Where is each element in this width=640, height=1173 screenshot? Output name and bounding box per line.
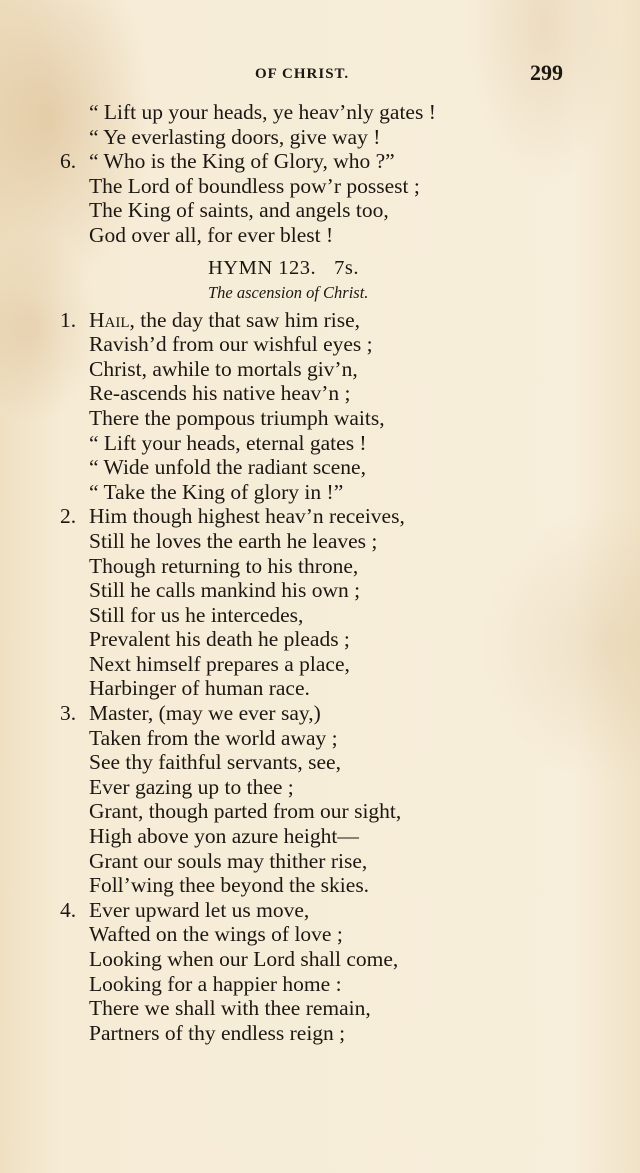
- hymn-subtitle: The ascension of Christ.: [208, 282, 369, 302]
- verse-number: 3.: [60, 701, 77, 726]
- verse-line: Ravish’d from our wishful eyes ;: [89, 332, 373, 357]
- verse-line: “ Lift up your heads, ye heav’nly gates !: [89, 100, 436, 124]
- verse-line: “ Wide unfold the radiant scene,: [89, 455, 366, 480]
- verse-line: Still for us he intercedes,: [89, 602, 304, 627]
- verse-line: Re-ascends his native heav’n ;: [89, 381, 351, 406]
- verse-line-text: Him though highest heav’n receives,: [89, 504, 405, 529]
- verse-first-line: [60, 701, 510, 726]
- verse-number: 1.: [60, 307, 77, 332]
- hymn-number: HYMN 123.: [208, 256, 317, 279]
- verse-line: Harbinger of human race.: [89, 676, 310, 701]
- verse-number: 2.: [60, 504, 77, 529]
- hymn-title: [60, 254, 510, 282]
- page-header: [0, 58, 640, 88]
- verse-line: Looking for a happier home :: [89, 971, 342, 996]
- verse-line: Foll’wing thee beyond the skies.: [89, 873, 370, 898]
- verse-number: 4.: [60, 897, 77, 922]
- verse-first-word: Hail,: [89, 307, 135, 332]
- verse-first-line: [60, 149, 510, 174]
- verse-line: God over all, for ever blest !: [89, 222, 334, 247]
- verse-line: The Lord of boundless pow’r possest ;: [89, 173, 420, 198]
- verse-line: There the pompous triumph waits,: [89, 405, 385, 430]
- verse-line-text: Ever upward let us move,: [89, 897, 310, 922]
- verse-line: “ Take the King of glory in !”: [89, 479, 344, 504]
- verse-line: High above yon azure height—: [89, 824, 359, 849]
- verse-line-text: the day that saw him rise,: [134, 307, 361, 332]
- verse-first-line: [60, 898, 510, 923]
- verse-first-line: [60, 308, 510, 333]
- verse-line: “ Ye everlasting doors, give way !: [89, 124, 381, 149]
- verse-line-text: Master, (may we ever say,): [89, 701, 321, 726]
- verse-first-line: [60, 504, 510, 529]
- verse-line: The King of saints, and angels too,: [89, 198, 389, 223]
- verse-line: Partners of thy endless reign ;: [89, 1020, 346, 1045]
- verse-line: Ever gazing up to thee ;: [89, 774, 294, 799]
- page-content: [60, 100, 510, 1045]
- verse-line: “ Lift your heads, eternal gates !: [89, 430, 367, 455]
- verse-number: 6.: [60, 149, 77, 174]
- verse-line: Next himself prepares a place,: [89, 651, 350, 676]
- verse-line: Prevalent his death he pleads ;: [89, 627, 350, 652]
- verse-line: Christ, awhile to mortals giv’n,: [89, 356, 358, 381]
- verse-line: Grant, though parted from our sight,: [89, 799, 402, 824]
- verse-line: There we shall with thee remain,: [89, 996, 371, 1021]
- verse-line: Still he loves the earth he leaves ;: [89, 528, 378, 553]
- verse-line: See thy faithful servants, see,: [89, 750, 341, 775]
- running-head: OF CHRIST.: [255, 66, 350, 82]
- verse-line: Still he calls mankind his own ;: [89, 578, 361, 603]
- verse-line: Grant our souls may thither rise,: [89, 848, 368, 873]
- page-number: 299: [530, 60, 563, 85]
- verse-line: Taken from the world away ;: [89, 725, 338, 750]
- hymn-meter: 7s.: [334, 256, 360, 279]
- verse-line-text: “ Who is the King of Glory, who ?”: [89, 149, 395, 174]
- verse-line: Wafted on the wings of love ;: [89, 922, 343, 947]
- verse-line: Though returning to his throne,: [89, 553, 359, 578]
- verse-line: Looking when our Lord shall come,: [89, 947, 399, 971]
